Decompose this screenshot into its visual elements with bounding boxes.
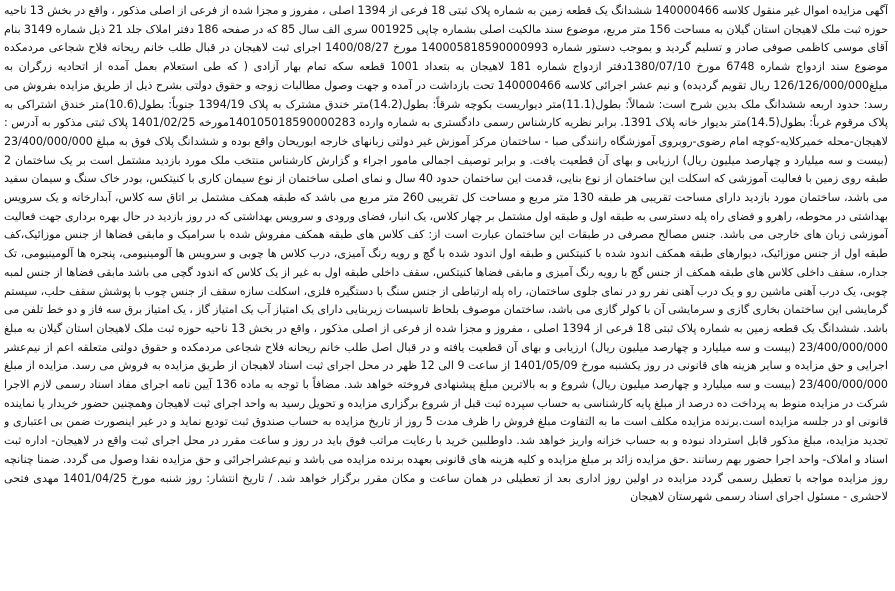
- notice-body-text: آگهی مزایده اموال غیر منقول کلاسه 140000466 ششدانگ یک قطعه زمین به شماره پلاک ثبتی 18 فرعی از 1394 اصلی ، مفروز و مجزا شده از فرعی از اصلی مذکور ، واقع در بخش 13 ناحیه حوزه ثبت ملک لاهیجان استان گیلان به مساحت 156 متر مربع، موضوع سند مالکیت اصلی بشماره چاپی 001925 سری الف سال 85 که در صفحه 186 دفتر املاک جلد 21 ذیل شماره 3149 بنام آقای موسی کاظمی صوفی صادر و تسلیم گردید و بموجب دستور شماره 140005818590000993 مورخ 1400/08/27 اجرای ثبت لاهیجان در قبال طلب خانم ریحانه فلاح شجاعی مردمکده موضوع سند ازدواج شماره 6748 مورخ 1380/07/10دفتر ازدواج شماره 181 لاهیجان به بتعداد 1001 قطعه سکه تمام بهار آزادی ( که طی استعلام بعمل آمده از اتحادیه زرگران به مبلغ126/126/000/000 ریال تقویم گردیده) و نیم عشر اجرائی کلاسه 140000466 تحت بازداشت در آمده و جهت وصول مطالبات زوجه و حقوق دولتی بشرح ذیل از طریق مزایده بفروش می رسد: حدود اربعه ششدانگ ملک بدین شرح است: شمالاً: بطول(11.1)متر دیواریست بکوچه شرقاً: بطول(14.2)متر خندق مشترک به پلاک 1394/19 جنوباً: بطول(10.6)متر خندق اشتراکی به پلاک مرقوم غرباً: بطول(14.5)متر بدیوار خانه پلاک 1391. برابر نظریه کارشناس رسمی دادگستری به شماره وارده 140105018590000283مورخه 1401/02/25 پلاک ثبتی مذکور به آدرس : لاهیجان-محله خمیرکلایه-کوچه امام رضوی-روبروی آموزشگاه رانندگی صبا - ساختمان مرکز آموزش غیر دولتی زبانهای خارجه ابوریحان واقع بوده و ششدانگ پلاک فوق به مبلغ 23/400/000/000 (بیست و سه میلیارد و چهارصد میلیون ریال) ارزیابی و بهای آن قطعیت یافت. و برابر توصیف اجمالی مامور اجراء و گزارش کارشناس منتخب ملک مورد بازدید مشتمل است بر یک ساختمان 2 طبقه روی زمین با فعالیت آموزشی که اسکلت این ساختمان از نوع بنایی، قدمت این ساختمان حدود 40 سال و نمای اصلی ساختمان از نوع سیمان کاری با کنیتکس، بودر خاک سنگ و سیمان سفید می باشد، ساختمان مورد بازدید دارای مساحت تقریبی هر طبقه 130 متر مربع و مساحت کل تقریبی 260 متر مربع می باشد که طبقه همکف مشتمل بر اتاق سه کلاس، آبدارخانه و یک سرویس بهداشتی در محوطه، راهرو و فضای راه پله دسترسی به طبقه اول و طبقه اول مشتمل بر چهار کلاس، یک انبار، فضای ورودی و سرویس بهداشتی که در روز بازدید در حال بهره برداری جهت فعالیت آموزشی زبان های خارجی می باشد. جنس مصالح مصرفی در طبقات این ساختمان عبارت است از: کف کلاس های طبقه همکف مفروش شده با سرامیک و مابقی فضاها از جنس موزائیک،کف طبقه اول از جنس موزائیک، دیوارهای طبقه همکف اندود شده با کنیتکس و طبقه اول اندود شده با گچ و رویه رنگ آمیزی، درب کلاس ها چوبی و سرویس ها آلومینیومی، پنجره ها آلومینیومی، تک جداره، سقف داخلی کلاس های طبقه همکف از جنس گچ با رویه رنگ آمیزی و مابقی فضاها کنیتکس، سقف داخلی طبقه اول به غیر از یک کلاس که اندود گچی می باشد مابقی فضاها از جنس لمبه چوبی، یک درب آهنی ماشین رو و یک درب آهنی نفر رو در نمای جلوی ساختمان، راه پله ارتباطی از جنس سنگ با دستگیره فلزی، اسکلت سازه سقف از جنس چوب با پوشش سقف حلب، سیستم گرمایشی این ساختمان بخاری گازی و سرمایشی آن با کولر گازی می باشد، ساختمان موصوف بلحاظ تاسیسات زیربنایی دارای یک امتیاز آب یک امتیاز گاز ، یک امتیاز برق سه فاز و دو خط تلفن می باشد. ششدانگ یک قطعه زمین به شماره پلاک ثبتی 18 فرعی از 1394 اصلی ، مفروز و مجزا شده از فرعی از اصلی مذکور ، واقع در بخش 13 ناحیه حوزه ثبت ملک لاهیجان استان گیلان به مبلغ 23/400/000/000 (بیست و سه میلیارد و چهارصد میلیون ریال) ارزیابی و بهای آن قطعیت یافته و در قبال اصل طلب خانم ریحانه فلاح شجاعی مردمکده و حقوق دولتی متعلقه اعم از نیم‌عشر اجرایی و حق مزایده و سایر هزینه های قانونی در روز یکشنبه مورخ 1401/05/09 از ساعت 9 الی 12 ظهر در محل اجرای ثبت اسناد لاهیجان از طریق مزایده به فروش می رسد. مزایده از مبلغ 23/400/000/000 (بیست و سه میلیارد و چهارصد میلیون ریال) شروع و به بالاترین مبلغ پیشنهادی فروخته خواهد شد. مضافاً با توجه به ماده 136 آیین نامه اجرای مفاد اسناد رسمی لازم الاجرا شرکت در مزایده منوط به پرداخت ده درصد از مبلغ پایه کارشناسی به حساب سپرده ثبت قبل از شروع برگزاری مزایده و تحویل رسید به واحد اجرای ثبت لاهیجان وهمچنین حضور خریدار یا نماینده قانونی او در جلسه مزایده است.برنده مزایده مکلف است ما به التفاوت مبلغ فروش را ظرف مدت 5 روز از تاریخ مزایده به حساب صندوق ثبت تودیع نماید و در غیر اینصورت ضمن بی اعتباری و تجدید مزایده، مبلغ مذکور قابل استرداد نبوده و به حساب خزانه واریز خواهد شد. داوطلبین خرید با رعایت مراتب فوق باید در روز و ساعت مقرر در محل اجرای ثبت واقع در لاهیجان- اداره ثبت اسناد و املاک- واحد اجرا حضور بهم رسانند .حق مزایده زائد بر مبلغ مزایده و کلیه هزینه های قانونی بعهده برنده مزایده می باشد و نیم‌عشر‌اجرائی و حق مزایده نقدا وصول می گردد. ضمنا چنانچه روز مزایده مواجه با تعطیل رسمی گردد مزایده در اولین روز اداری بعد از تعطیلی در همان ساعت و مکان مقرر برگزار خواهد شد. / تاریخ انتشار: روز شنبه مورخ 1401/04/25 مهدی فتحی لاحشری - مسئول اجرای اسناد رسمی شهرستان لاهیجان: [4, 4, 888, 504]
- auction-notice: [4, 2, 888, 507]
